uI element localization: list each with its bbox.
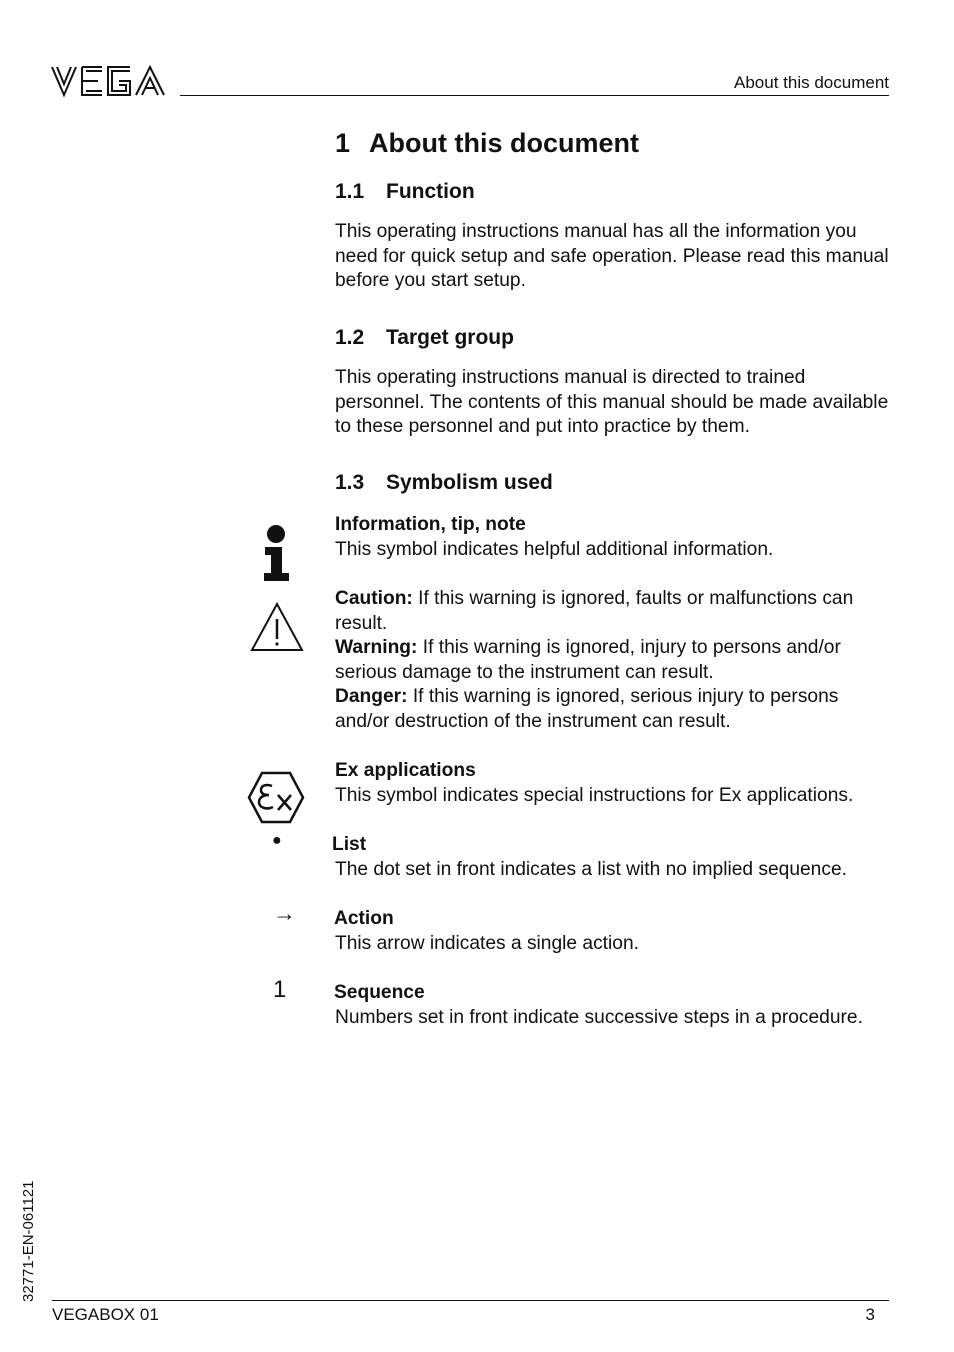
info-text: This symbol indicates helpful additional information. [335,538,774,560]
caution-label: Caution: [335,588,413,609]
action-title: Action [334,908,394,929]
section-heading-symbolism [335,471,553,495]
sequence-block [334,981,894,1030]
document-id: 32771-EN-061121 [20,1180,37,1302]
chapter-number: 1 [335,128,351,158]
function-paragraph: This operating instructions manual has all the information you need for quick setup and safe operation. Please read this manual before you start setup. [335,221,889,292]
target-group-paragraph: This operating instructions manual is directed to trained personnel. The contents of this manual should be made available to these personnel and put into practice by them. [335,367,889,438]
list-block [332,833,892,882]
warning-block [335,587,890,735]
section-number: 1.2 [335,326,365,349]
section-heading-target-group [335,326,514,350]
chapter-heading [335,128,639,159]
danger-text: If this warning is ignored, serious injury to persons and/or destruction of the instrument can result. [335,686,839,732]
danger-label: Danger: [335,686,408,708]
section-title: Target group [386,326,514,349]
page-number: 3 [865,1305,875,1324]
action-text: This arrow indicates a single action. [335,932,639,954]
caution-text: If this warning is ignored, faults or malfunctions can result. [335,588,854,634]
sequence-title: Sequence [334,982,425,1003]
header-rule [180,95,889,96]
info-block [335,513,895,562]
warning-triangle-icon [249,601,305,653]
ex-text: This symbol indicates special instructions for Ex applications. [335,784,854,806]
vega-logo [50,64,168,98]
info-title: Information, tip, note [335,514,526,535]
ex-hexagon-icon [247,771,305,824]
warning-text: If this warning is ignored, injury to persons and/or serious damage to the instrument can result. [335,637,841,683]
list-title: List [332,834,367,855]
section-title: Function [386,180,475,203]
ex-block [335,759,895,808]
action-block [334,907,894,956]
section-heading-function [335,180,475,204]
bullet-icon: ● [272,832,282,849]
footer-product: VEGABOX 01 [52,1305,159,1324]
sequence-text: Numbers set in front indicate successive steps in a procedure. [335,1006,863,1028]
chapter-title: About this document [369,128,639,158]
info-icon [262,525,292,582]
ex-title: Ex applications [335,760,476,781]
list-text: The dot set in front indicates a list with no implied sequence. [335,858,847,880]
running-title: About this document [734,73,889,92]
section-number: 1.3 [335,471,365,494]
footer-rule [52,1300,889,1301]
arrow-right-icon: → [273,900,296,926]
sequence-number-icon: 1 [273,976,287,1003]
section-title: Symbolism used [386,471,553,494]
warning-label: Warning: [335,637,418,659]
section-number: 1.1 [335,180,365,203]
